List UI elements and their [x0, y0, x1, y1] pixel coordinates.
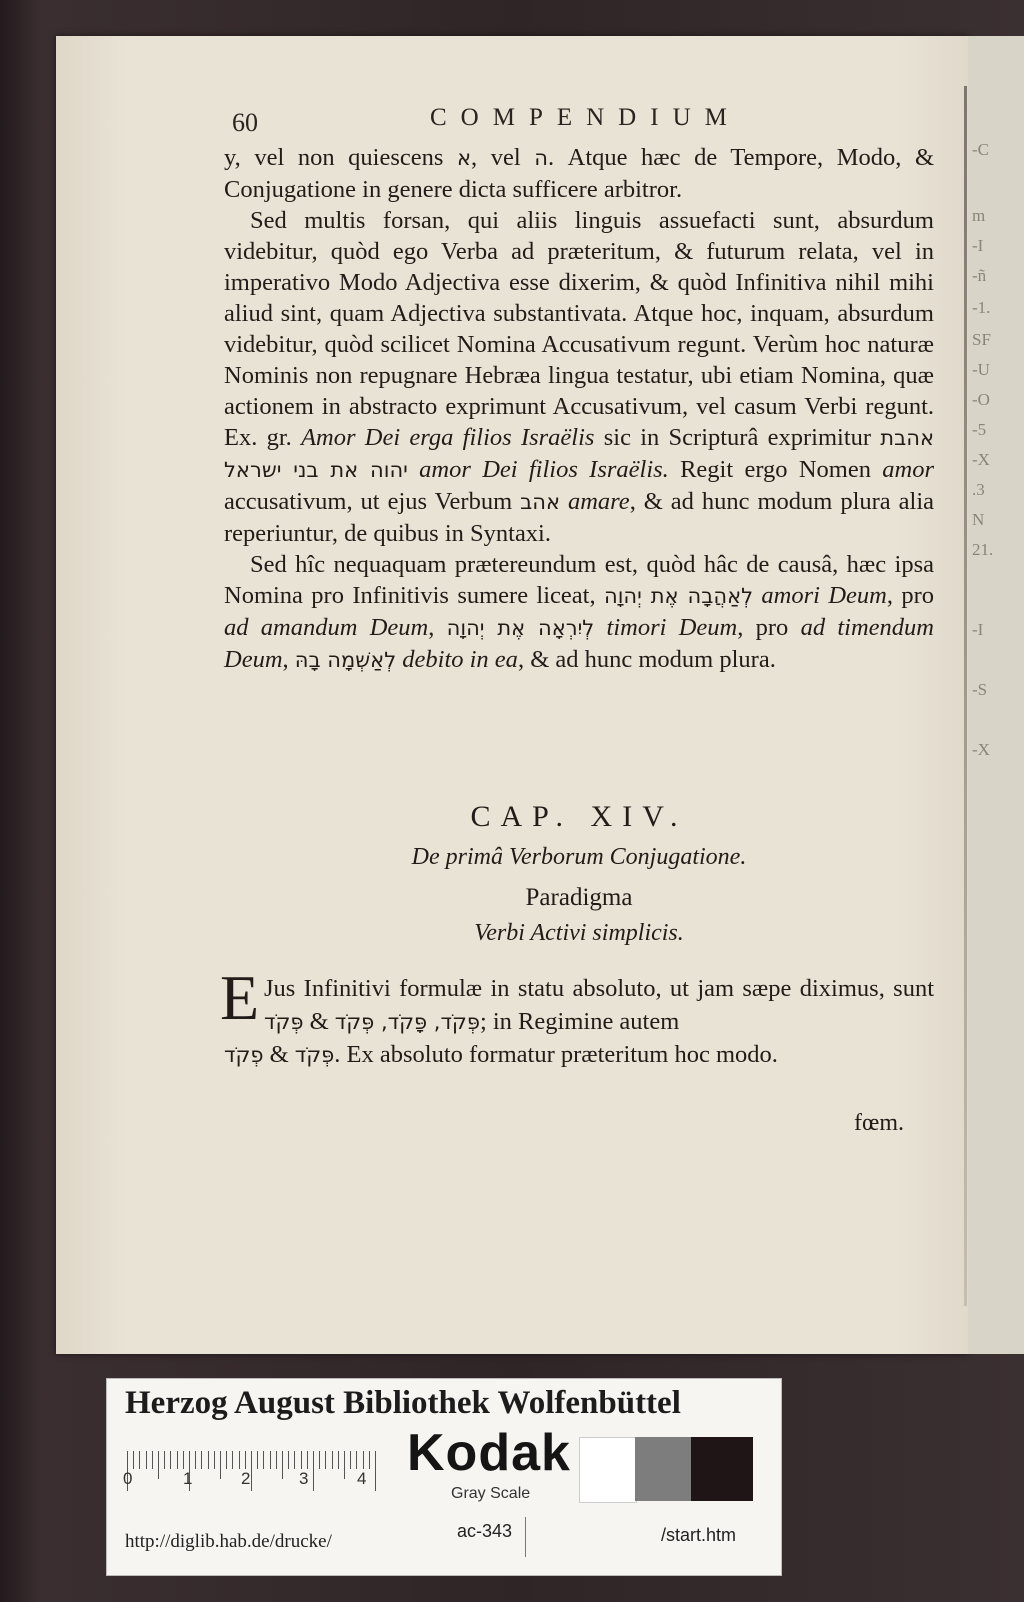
ruler-tick	[133, 1451, 134, 1469]
ruler-tick	[251, 1451, 252, 1491]
ruler-tick	[208, 1451, 209, 1469]
gray-patch-black	[691, 1437, 753, 1501]
hebrew-form: פְקֹד	[224, 1043, 264, 1067]
gray-scale-label: Gray Scale	[451, 1485, 531, 1502]
ruler-tick	[183, 1451, 184, 1469]
ruler-tick	[201, 1451, 202, 1469]
ruler-label: 1	[183, 1469, 193, 1488]
ruler-tick	[350, 1451, 351, 1469]
ruler-label: 3	[299, 1469, 309, 1488]
running-header	[232, 104, 932, 138]
bleed-text: 21.	[972, 540, 994, 559]
ruler-tick	[214, 1451, 215, 1469]
ruler-tick	[220, 1451, 221, 1479]
bleed-text: -ñ	[972, 266, 987, 285]
paragraph-1: y, vel non quiescens א, vel ה. Atque hæc de Tempore, Modo, & Conjugatione in genere dicta sufficere arbitror.	[224, 144, 935, 203]
shelfmark: ac-343	[457, 1521, 513, 1541]
bleed-text: -1.	[972, 298, 991, 317]
hebrew-forms: פְּקֹד, פָּקֹד, פְּקֹד	[334, 1010, 480, 1034]
paragraph-4: Jus Infinitivi formulæ in statu absoluto, ut jam sæpe diximus, sunt פְּקֹד, פָּקֹד, פְּקֹד & פְּקֹד ; in Regimine autem	[264, 975, 934, 1035]
ruler-tick	[177, 1451, 178, 1469]
ruler-tick	[164, 1451, 165, 1469]
bleed-text: -S	[972, 680, 988, 699]
library-name: Herzog August Bibliothek Wolfenbüttel	[125, 1385, 681, 1421]
paradigm-subtitle: Verbi Activi simplicis.	[474, 920, 684, 946]
bleed-text: N	[972, 510, 985, 529]
ruler-tick	[170, 1451, 171, 1469]
ruler-tick	[195, 1451, 196, 1469]
bleed-text: m	[972, 206, 986, 225]
paragraph-3: Sed hîc nequaquam prætereundum est, quòd hâc de causâ, hæc ipsa Nomina pro Infinitivis sumere liceat, לְאַהֲבָה אֶת יְהוָה amori Deum, pro ad amandum Deum, לְיִרְאָה אֶת יְהוָה timori Deum, pro ad timendum Deum, לְאַשְׁמָה בָהּ debito in ea, & ad hunc modum plura.	[224, 551, 935, 673]
drop-capital: E	[220, 962, 260, 1033]
bleed-text: -O	[972, 390, 990, 409]
ruler-tick	[139, 1451, 140, 1469]
bleed-text: SF	[972, 330, 991, 349]
ruler-tick	[344, 1451, 345, 1479]
ruler-tick	[282, 1451, 283, 1479]
bleed-text: -U	[972, 360, 990, 379]
hebrew-form: פְּקֹד	[264, 1010, 304, 1034]
source-url: http://diglib.hab.de/drucke/	[125, 1531, 332, 1552]
chapter-number: CAP. XIV.	[470, 800, 688, 833]
ruler-label: 2	[241, 1469, 251, 1488]
hebrew-phrase: לְיִרְאָה אֶת יְהוָה	[446, 616, 595, 640]
ruler-tick	[239, 1451, 240, 1469]
ruler-tick	[338, 1451, 339, 1469]
hebrew-word: אהב	[520, 490, 561, 514]
ruler-tick	[245, 1451, 246, 1469]
start-link: /start.htm	[661, 1525, 737, 1545]
ruler-tick	[276, 1451, 277, 1469]
gutter-shadow	[964, 86, 967, 1306]
chapter-title: De primâ Verborum Conjugatione.	[411, 844, 747, 870]
ruler-tick	[325, 1451, 326, 1469]
ruler-tick	[356, 1451, 357, 1469]
ruler-tick	[301, 1451, 302, 1469]
running-title: COMPENDIUM	[430, 104, 741, 131]
paradigm-heading: Paradigma	[525, 884, 633, 911]
bleed-text: -I	[972, 620, 984, 639]
ruler-tick	[152, 1451, 153, 1469]
ruler-tick	[369, 1451, 370, 1469]
ruler-tick	[232, 1451, 233, 1469]
page-number: 60	[232, 108, 258, 137]
body-text	[224, 142, 934, 676]
paragraph-4-continued: פְּקֹד & פְקֹד . Ex absoluto formatur præteritum hoc modo.	[224, 1041, 778, 1068]
ruler-tick	[257, 1451, 258, 1469]
ruler-tick	[270, 1451, 271, 1469]
ruler-tick	[319, 1451, 320, 1469]
ruler-tick	[307, 1451, 308, 1469]
bleed-text: .3	[972, 480, 985, 499]
ruler-tick	[146, 1451, 147, 1469]
ruler-tick	[158, 1451, 159, 1479]
ruler-label: 4	[357, 1469, 367, 1488]
ruler-tick	[332, 1451, 333, 1469]
hebrew-phrase: אהבת יהוה את בני ישראל	[224, 426, 934, 482]
ruler-tick	[363, 1451, 364, 1469]
gray-patch-white	[579, 1437, 637, 1503]
card-divider	[525, 1517, 526, 1557]
bleed-text: -X	[972, 740, 990, 759]
ruler-tick	[313, 1451, 314, 1491]
calibration-card	[106, 1378, 782, 1576]
measuring-ruler	[127, 1451, 385, 1495]
hebrew-phrase: לְאַהֲבָה אֶת יְהוָה	[603, 584, 754, 608]
ruler-label: 0	[123, 1469, 133, 1488]
bleed-text: -C	[972, 140, 989, 159]
hebrew-he: ה	[534, 146, 548, 170]
catchword: fœm.	[854, 1110, 904, 1136]
hebrew-aleph: א	[456, 146, 472, 170]
ruler-tick	[226, 1451, 227, 1469]
hebrew-phrase: לְאַשְׁמָה בָהּ	[294, 648, 397, 672]
facing-page-edge	[968, 36, 1024, 1354]
kodak-logo: Kodak	[407, 1424, 571, 1482]
ruler-tick	[375, 1451, 376, 1491]
ruler-tick	[263, 1451, 264, 1469]
bleed-text: -I	[972, 236, 984, 255]
ruler-tick	[288, 1451, 289, 1469]
paragraph-2: Sed multis forsan, qui aliis linguis assuefacti sunt, absurdum videbitur, quòd ego Verba ad præteritum, & futurum relata, vel in imperativo Modo Adjectiva esse dixerim, & quòd Infinitiva nihil mihi aliud sint, quam Adjectiva substantivata. Atque hoc, inquam, absurdum videbitur, quòd scilicet Nomina Accusativum regunt. Verùm hoc naturæ Nominis non repugnare Hebræa lingua testatur, ubi etiam Nomina, quæ actionem in abstracto exprimunt Accusativum, vel casum Verbi regunt. Ex. gr. Amor Dei erga filios Israëlis sic in Scripturâ exprimitur אהבת יהוה את בני ישראל amor Dei filios Israëlis. Regit ergo Nomen amor accusativum, ut ejus Verbum אהב amare, & ad hunc modum plura alia reperiuntur, de quibus in Syntaxi.	[224, 207, 934, 547]
bleed-text: -X	[972, 450, 990, 469]
hebrew-form: פְּקֹד	[294, 1043, 335, 1067]
bleed-text: -5	[972, 420, 987, 439]
gray-patch-mid	[635, 1437, 691, 1501]
ruler-tick	[294, 1451, 295, 1469]
